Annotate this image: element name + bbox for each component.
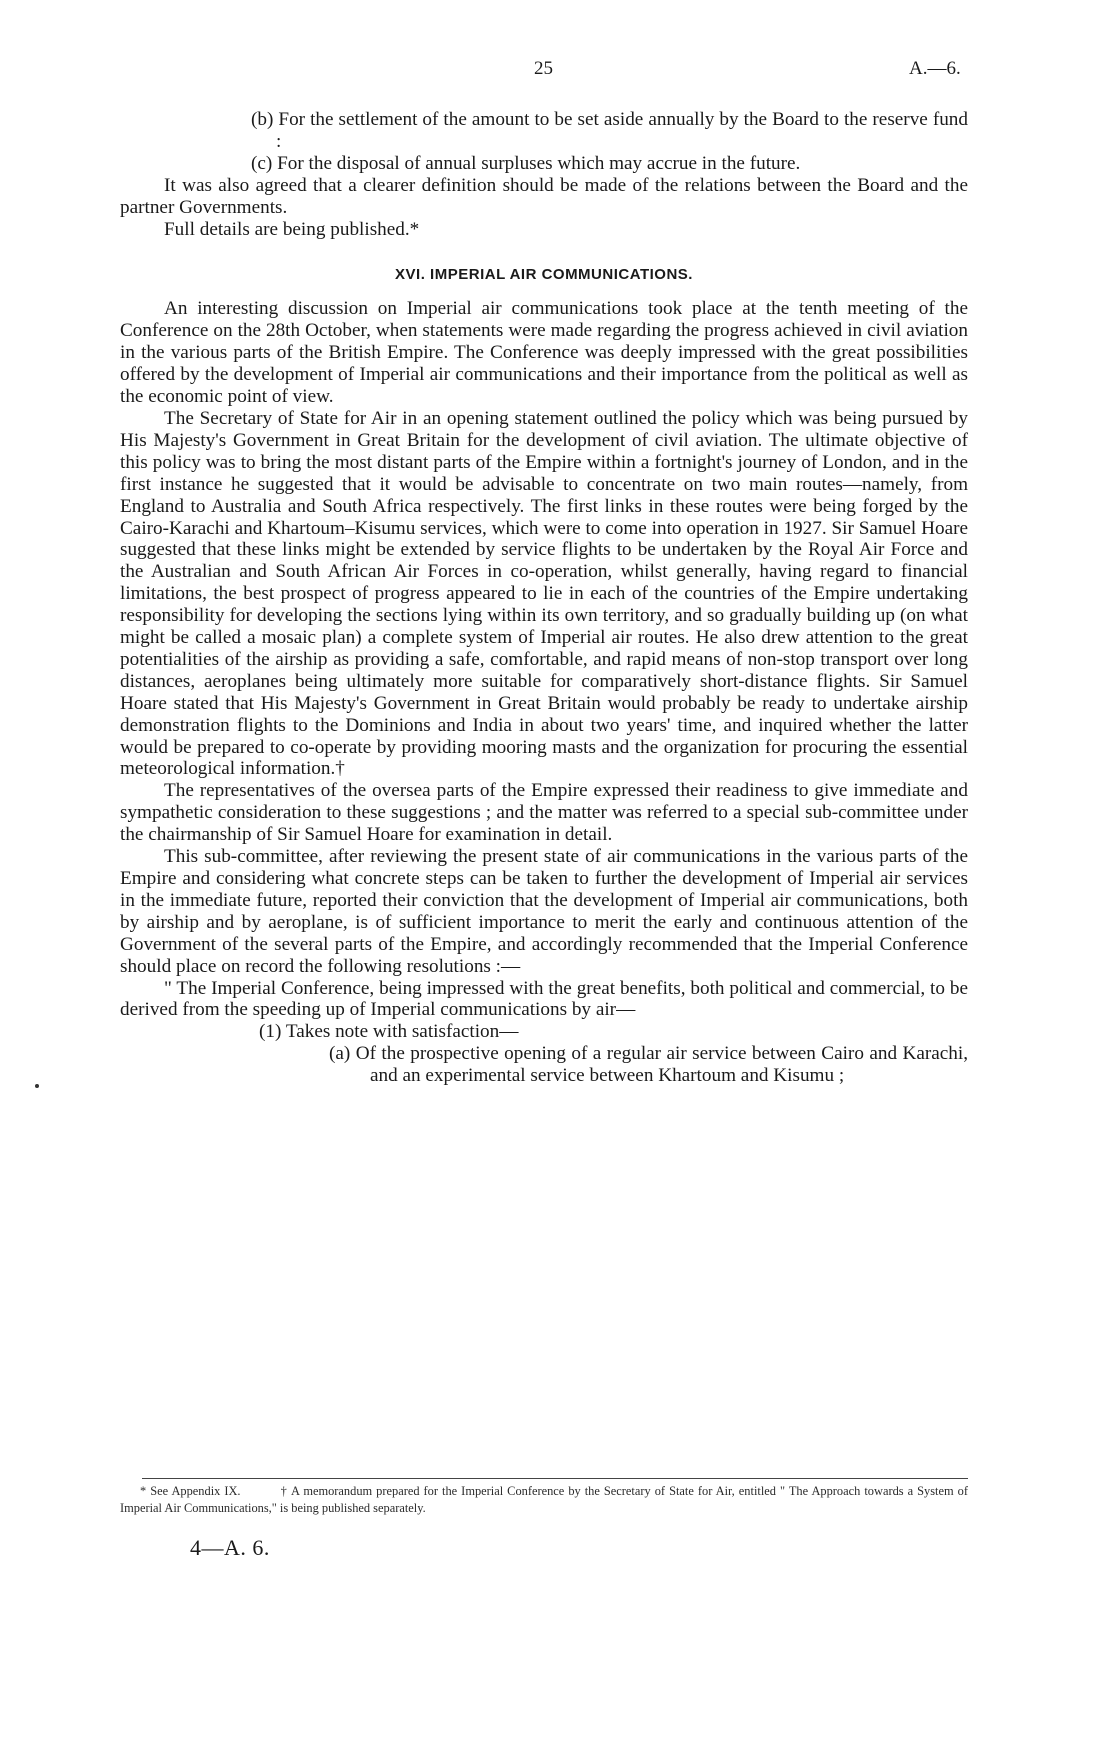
resolution-1a: (a) Of the prospective opening of a regular air service between Cairo and Karachi, and an experimental service between Khartoum and Kisumu ;: [329, 1043, 968, 1087]
footnote-rule: [142, 1478, 968, 1479]
agreement-paragraph: It was also agreed that a clearer definition should be made of the relations between the Board and the partner Governments.: [120, 174, 968, 218]
footnotes: [120, 1483, 968, 1517]
details-paragraph: Full details are being published.*: [164, 218, 420, 240]
page-number: 25: [534, 58, 553, 79]
paragraph-representatives: The representatives of the oversea parts of the Empire expressed their readiness to give immediate and sympathetic consideration to these suggestions ; and the matter was referred to a special sub-committee under the chairmanship of Sir Samuel Hoare for examination in detail.: [120, 780, 968, 846]
footnote-star: * See Appendix IX.: [140, 1484, 241, 1498]
resolution-1: (1) Takes note with satisfaction—: [259, 1021, 519, 1043]
page-header: [0, 58, 1114, 82]
item-b: (b) For the settlement of the amount to be set aside annually by the Board to the reserve fund :: [251, 109, 968, 152]
margin-mark: [35, 1084, 39, 1088]
paragraph-sub-committee: This sub-committee, after reviewing the present state of air communications in the various parts of the Empire and considering what concrete steps can be taken to further the development of Imperial air services in the immediate future, reported their conviction that the development of Imperial air communications, both by airship and by aeroplane, is of sufficient importance to merit the early and continuous attention of the Government of the several parts of the Empire, and accordingly recommended that the Imperial Conference should place on record the following resolutions :—: [120, 846, 968, 977]
item-c: (c) For the disposal of annual surpluses which may accrue in the future.: [251, 152, 801, 174]
footnote-dagger: † A memorandum prepared for the Imperial Conference by the Secretary of State for Air, entitled " The Approach towards a System of Imperial Air Communications," is being published separately.: [120, 1484, 968, 1515]
page-body: [120, 109, 968, 1087]
section-heading: XVI. IMPERIAL AIR COMMUNICATIONS.: [395, 266, 693, 284]
paragraph-discussion: An interesting discussion on Imperial air communications took place at the tenth meeting of the Conference on the 28th October, when statements were made regarding the progress achieved in civil aviation in the various parts of the British Empire. The Conference was deeply impressed with the great possibilities offered by the development of Imperial air communications and their importance from the political as well as the economic point of view.: [120, 298, 968, 408]
document-reference: A.—6.: [909, 58, 961, 79]
paragraph-secretary-statement: The Secretary of State for Air in an opening statement outlined the policy which was being pursued by His Majesty's Government in Great Britain for the development of civil aviation. The ultimate objective of this policy was to bring the most distant parts of the Empire within a fortnight's journey of London, and in the first instance he suggested that it would be advisable to concentrate on two main routes—namely, from England to Australia and South Africa respectively. The first links in these routes were being forged by the Cairo-Karachi and Khartoum–Kisumu services, which were to come into operation in 1927. Sir Samuel Hoare suggested that these links might be extended by service flights to be undertaken by the Royal Air Force and the Australian and South African Air Forces in co-operation, whilst generally, having regard to financial limitations, the best prospect of progress appeared to lie in each of the countries of the Empire undertaking responsibility for developing the sections lying within its own territory, and so gradually building up (on what might be called a mosaic plan) a complete system of Imperial air routes. He also drew attention to the great potentialities of the airship as providing a safe, comfortable, and rapid means of non-stop transport over long distances, aeroplanes being ultimately more suitable for comparatively short-distance flights. Sir Samuel Hoare stated that His Majesty's Government in Great Britain would probably be ready to undertake airship demonstration flights to the Dominions and India in about two years' time, and inquired whether the latter would be prepared to co-operate by providing mooring masts and the organization for procuring the essential meteorological information.†: [120, 407, 968, 780]
signature-mark: 4—A. 6.: [190, 1535, 270, 1560]
paragraph-resolution-preamble: " The Imperial Conference, being impressed with the great benefits, both political and commercial, to be derived from the speeding up of Imperial communications by air—: [120, 977, 968, 1021]
